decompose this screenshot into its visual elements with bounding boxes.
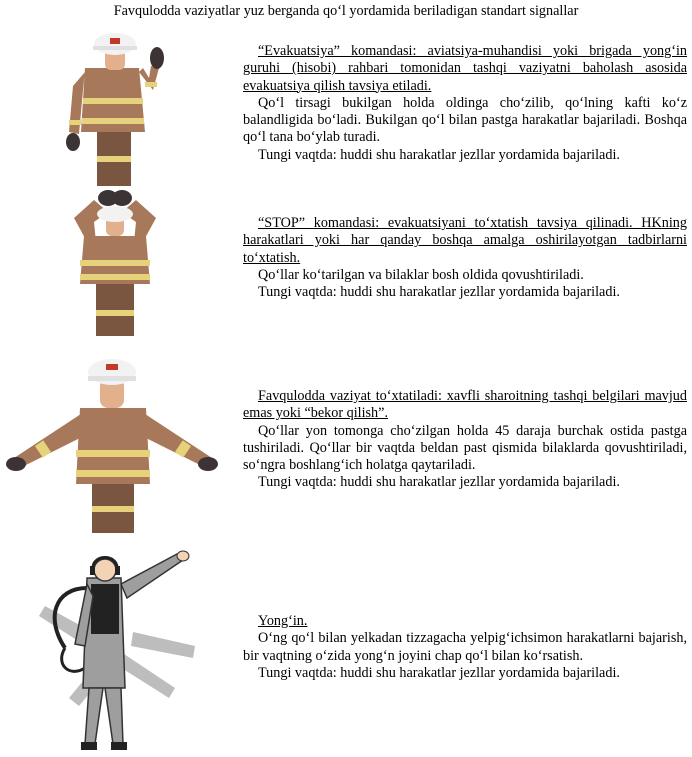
signal-block-fire [243, 613, 687, 682]
firefighter-emergency-stopped-figure [0, 350, 225, 535]
signal-night-note: Tungi vaqtda: huddi shu harakatlar jezllar yordamida bajariladi. [258, 146, 620, 163]
fire-signal-illustration [25, 548, 225, 756]
signal-block-stop [243, 215, 687, 301]
signal-block-evacuation [243, 43, 687, 164]
signal-description: O‘ng qo‘l bilan yelkadan tizzagacha yelpig‘ichsimon harakatlarni bajarish, bir vaqtning o‘zida yong‘n joyini chap qo‘l bilan ko‘rsatish. [243, 630, 687, 664]
firefighter-stop-figure [60, 188, 170, 338]
firefighter-evacuation-figure [55, 28, 175, 188]
signal-description: Qo‘l tirsagi bukilgan holda oldinga cho‘zilib, qo‘lning kafti ko‘z balandligida bo‘ladi. Bukilgan qo‘l bilan pastga harakatlar bajariladi. Boshqa qo‘l tana bo‘ylab turadi. [243, 94, 687, 146]
signal-night-note: Tungi vaqtda: huddi shu harakatlar jezllar yordamida bajariladi. [258, 664, 620, 681]
signal-night-note: Tungi vaqtda: huddi shu harakatlar jezllar yordamida bajariladi. [258, 474, 620, 491]
signal-heading: “Evakuatsiya” komandasi: aviatsiya-muhandisi yoki brigada yong‘in guruhi (hisobi) rahbari tomonidan tashqi vaziyatni baholash asosida evakuatsiya qilish tavsiya etiladi. [243, 43, 687, 94]
signal-description: Qo‘llar ko‘tarilgan va bilaklar bosh oldida qovushtiriladi. [258, 266, 584, 283]
signal-block-emergency-stopped [243, 388, 687, 492]
signal-heading: Favqulodda vaziyat to‘xtatiladi: xavfli sharoitning tashqi belgilari mavjud emas yoki “bekor qilish”. [243, 388, 687, 422]
signal-description: Qo‘llar yon tomonga cho‘zilgan holda 45 daraja burchak ostida pastga tushiriladi. Qo‘llar bir vaqtda beldan past qismida bilaklarda qovushtiriladi, so‘ngra boshlang‘ich holatga qaytariladi. [243, 422, 687, 474]
signal-heading: “STOP” komandasi: evakuatsiyani to‘xtatish tavsiya qilinadi. HKning harakatlari yoki har qanday boshqa amalga oshirilayotgan tadbirlarni to‘xtatish. [243, 215, 687, 266]
signal-heading: Yong‘in. [258, 613, 308, 629]
signal-night-note: Tungi vaqtda: huddi shu harakatlar jezllar yordamida bajariladi. [258, 284, 620, 301]
document-title: Favqulodda vaziyatlar yuz berganda qo‘l yordamida beriladigan standart signallar [113, 3, 579, 19]
